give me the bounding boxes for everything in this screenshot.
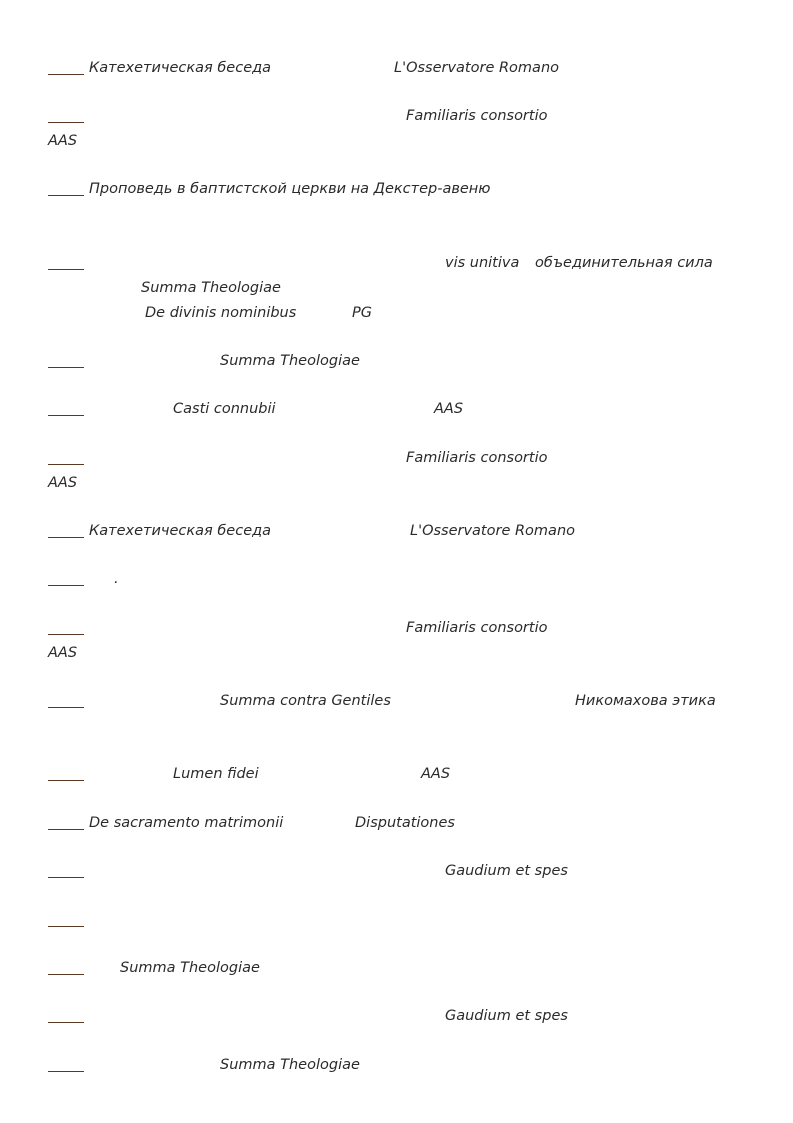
footnote-text: Familiaris consortio xyxy=(406,108,548,124)
footnote-rule xyxy=(48,452,84,465)
footnote-text: Casti connubii xyxy=(173,401,276,417)
footnote-rule xyxy=(48,62,84,75)
footnote-line xyxy=(0,616,740,640)
footnote-text: AAS xyxy=(48,475,78,491)
footnote-text: Lumen fidei xyxy=(173,766,259,782)
footnote-line xyxy=(0,56,740,80)
footnote-text: Gaudium et spes xyxy=(445,863,568,879)
footnote-rule xyxy=(48,962,84,975)
footnote-line xyxy=(0,349,740,373)
footnote-text: Катехетическая беседа xyxy=(89,60,272,76)
footnote-text: vis unitiva xyxy=(445,255,520,271)
footnote-text: Summa Theologiae xyxy=(220,353,360,369)
footnote-line xyxy=(0,811,740,835)
footnote-text: . xyxy=(114,571,119,587)
footnote-text: Проповедь в баптистской церкви на Декстер-авеню xyxy=(89,181,491,197)
footnote-rule xyxy=(48,573,84,586)
footnote-text: Summa contra Gentiles xyxy=(220,693,391,709)
footnote-rule xyxy=(48,110,84,123)
footnote-rule xyxy=(48,1059,84,1072)
footnote-text: Summa Theologiae xyxy=(120,960,260,976)
footnote-text: объединительная сила xyxy=(535,255,713,271)
footnote-text: Катехетическая беседа xyxy=(89,523,272,539)
footnote-rule xyxy=(48,768,84,781)
footnote-rule xyxy=(48,1010,84,1023)
footnote-text: Familiaris consortio xyxy=(406,620,548,636)
footnote-rule xyxy=(48,622,84,635)
footnote-text: Никомахова этика xyxy=(575,693,716,709)
footnote-text: AAS xyxy=(48,133,78,149)
footnote-rule xyxy=(48,403,84,416)
footnote-text: AAS xyxy=(434,401,464,417)
footnote-text: L'Osservatore Romano xyxy=(394,60,560,76)
footnote-rule xyxy=(48,355,84,368)
footnote-rule xyxy=(48,525,84,538)
footnote-line xyxy=(0,446,740,470)
footnote-text: De divinis nominibus xyxy=(145,305,297,321)
footnote-rule xyxy=(48,257,84,270)
footnote-line xyxy=(0,276,740,300)
footnote-rule xyxy=(48,183,84,196)
footnote-line xyxy=(0,689,740,713)
footnote-text: Disputationes xyxy=(355,815,455,831)
footnote-text: Summa Theologiae xyxy=(220,1057,360,1073)
footnote-line xyxy=(0,567,740,591)
footnote-rule xyxy=(48,914,84,927)
footnote-line xyxy=(0,519,740,543)
footnote-line xyxy=(0,397,740,421)
footnote-line xyxy=(0,762,740,786)
footnote-text: PG xyxy=(352,305,372,321)
footnote-line xyxy=(0,1004,740,1028)
footnote-text: Summa Theologiae xyxy=(141,280,281,296)
footnote-text: AAS xyxy=(421,766,451,782)
footnote-rule xyxy=(48,817,84,830)
footnote-line xyxy=(0,859,740,883)
footnote-line xyxy=(0,908,740,932)
footnote-rule xyxy=(48,865,84,878)
footnote-line xyxy=(0,129,740,153)
footnote-line xyxy=(0,251,740,275)
footnote-line xyxy=(0,471,740,495)
footnote-text: Gaudium et spes xyxy=(445,1008,568,1024)
footnote-text: Familiaris consortio xyxy=(406,450,548,466)
footnote-text: L'Osservatore Romano xyxy=(410,523,576,539)
footnote-line xyxy=(0,956,740,980)
footnote-text: AAS xyxy=(48,645,78,661)
footnote-line xyxy=(0,177,740,201)
footnote-line xyxy=(0,104,740,128)
footnote-rule xyxy=(48,695,84,708)
footnote-text: De sacramento matrimonii xyxy=(89,815,284,831)
footnote-line xyxy=(0,1053,740,1077)
footnote-line xyxy=(0,641,740,665)
footnote-line xyxy=(0,301,740,325)
